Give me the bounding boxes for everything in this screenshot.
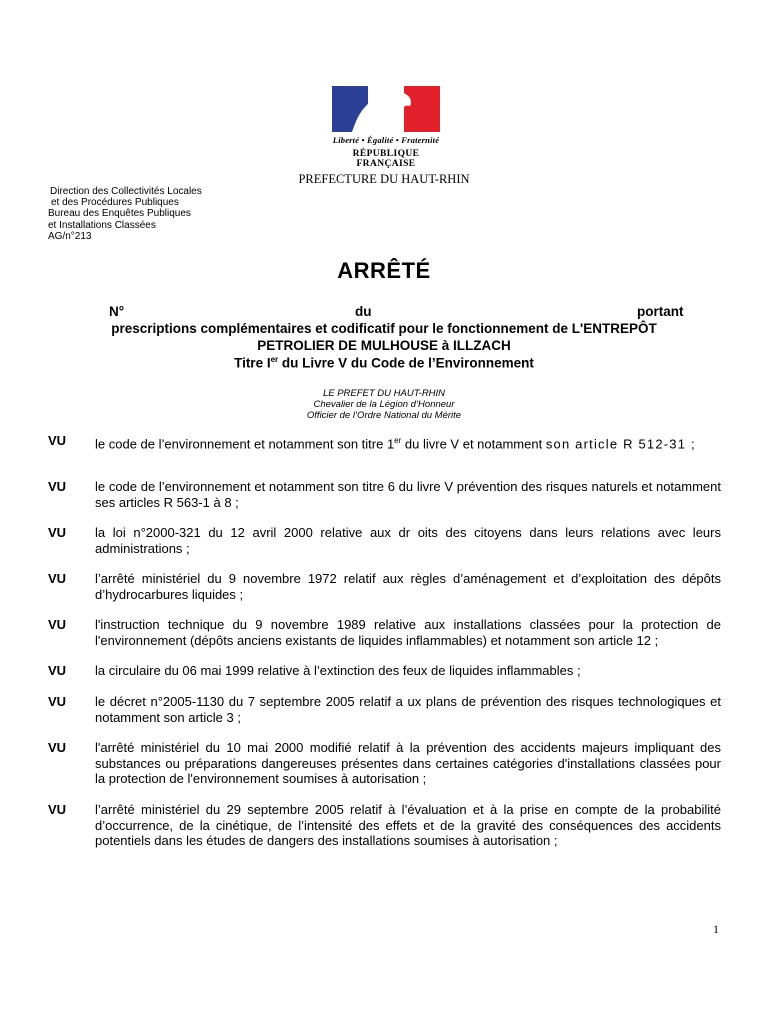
vu-text: l'arrêté ministériel du 10 mai 2000 modifié relatif à la prévention des accidents majeurs impliquant des substances ou préparations dangereuses présentes dans certaines catégories d'installations classées pour la protection de l'environnement soumises à autorisation ; (95, 740, 721, 786)
prefet-line: Chevalier de la Légion d’Honneur (313, 399, 455, 411)
page-number: 1 (713, 922, 719, 936)
prefet-block (0, 388, 768, 422)
subject-line: prescriptions complémentaires et codificatif pour le fonctionnement de L'ENTREPÔT (111, 321, 657, 336)
vu-text: la loi n°2000-321 du 12 avril 2000 relative aux dr oits des citoyens dans leurs relations avec leurs administrations ; (95, 525, 721, 556)
service-line: et des Procédures Publiques (51, 197, 179, 209)
vu-label: VU (48, 802, 67, 817)
service-line: Direction des Collectivités Locales (50, 186, 202, 197)
vu-label: VU (48, 740, 67, 755)
vu-text: la circulaire du 06 mai 1999 relative à l’extinction des feux de liquides inflammables ; (95, 663, 581, 678)
subject-line: PETROLIER DE MULHOUSE à ILLZACH (257, 338, 511, 353)
vu-label: VU (48, 617, 67, 632)
service-reference: AG/n°213 (48, 230, 92, 242)
prefet-line: Officier de l’Ordre National du Mérite (306, 410, 462, 422)
prefet-line: LE PREFET DU HAUT-RHIN (322, 388, 446, 399)
vu-text: l’arrêté ministériel du 29 septembre 2005 relatif à l’évaluation et à la prise en compte de la probabilité d’occurrence, de la cinétique, de l’intensité des effets et de la gravité des conséquences des accidents potentiels dans les études de dangers des installations soumises à autorisation ; (95, 802, 721, 848)
vu-text: le décret n°2005-1130 du 7 septembre 2005 relatif a ux plans de prévention des risques technologiques et notamment son article 3 ; (95, 694, 721, 725)
subject-date-label: du (355, 304, 372, 319)
subject-portant-label: portant (637, 304, 684, 319)
service-block (48, 186, 202, 242)
vu-label: VU (48, 663, 67, 678)
vu-label: VU (48, 694, 67, 709)
flag-marianne-icon (332, 86, 440, 132)
vu-label: VU (48, 571, 67, 586)
vu-text: l'instruction technique du 9 novembre 1989 relative aux installations classées pour la protection de l'environnement (dépôts anciens existants de liquides inflammables) et notamment son article 12 ; (95, 617, 721, 648)
vu-label: VU (48, 525, 67, 540)
prefecture-heading: PREFECTURE DU HAUT-RHIN (298, 172, 470, 186)
vu-label: VU (48, 433, 67, 448)
page-title: ARRÊTÉ (337, 258, 431, 283)
service-line: et Installations Classées (48, 219, 156, 231)
service-line: Bureau des Enquêtes Publiques (48, 208, 191, 220)
logo-republic-name: RÉPUBLIQUE FRANÇAISE (352, 149, 420, 169)
vu-label: VU (48, 479, 67, 494)
republique-francaise-logo (330, 86, 442, 169)
marianne-profile-icon (332, 86, 440, 132)
vu-text: le code de l’environnement et notamment son titre 6 du livre V prévention des risques naturels et notamment ses articles R 563-1 à 8 ; (95, 479, 721, 510)
logo-motto: Liberté • Égalité • Fraternité (332, 135, 440, 145)
subject-number-label: N° (109, 304, 125, 319)
subject-line: Titre Ier du Livre V du Code de l’Environnement (234, 355, 534, 371)
vu-text: l’arrêté ministériel du 9 novembre 1972 relatif aux règles d’aménagement et d’exploitation des dépôts d’hydrocarbures liquides ; (95, 571, 721, 602)
vu-text: le code de l’environnement et notamment son titre 1er du livre V et notamment son article R 512-31 ; (95, 436, 696, 452)
